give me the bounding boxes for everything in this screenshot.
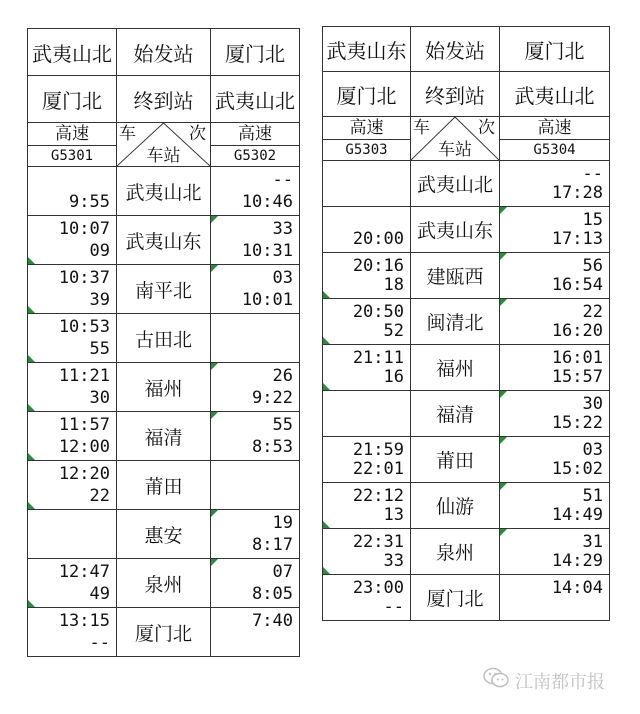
comment-marker-icon	[211, 265, 218, 272]
timetable-left	[27, 28, 300, 657]
comment-marker-icon	[323, 567, 330, 574]
time-cell-b	[211, 265, 300, 314]
comment-marker-icon	[211, 412, 218, 419]
station-name: 泉州	[117, 559, 211, 608]
diag-che: 车	[119, 124, 136, 144]
type-col1: 高速	[28, 123, 117, 146]
comment-marker-icon	[323, 337, 330, 344]
comment-marker-icon	[323, 291, 330, 298]
time-departure: 10:46	[241, 192, 293, 212]
time-cell-b	[500, 575, 610, 621]
station-name: 厦门北	[411, 575, 500, 621]
time-arrival: 20:50	[352, 302, 404, 322]
time-departure: 10:31	[241, 241, 293, 261]
station-name: 惠安	[117, 510, 211, 559]
timetable-right	[322, 26, 610, 621]
diagonal-header	[117, 123, 211, 167]
time-arrival: --	[272, 170, 293, 190]
time-departure: 17:28	[551, 183, 603, 203]
time-cell-a	[28, 510, 117, 559]
time-departure: 30	[89, 388, 110, 408]
comment-marker-icon	[28, 600, 35, 607]
destination-label: 终到站	[411, 72, 500, 117]
origin-col3: 厦门北	[211, 29, 300, 76]
station-name: 莆田	[117, 461, 211, 510]
time-departure: 14:49	[551, 505, 603, 525]
station-name: 武夷山东	[117, 216, 211, 265]
comment-marker-icon	[28, 355, 35, 362]
time-departure: 8:53	[252, 437, 293, 457]
destination-row	[28, 76, 300, 123]
destination-col1: 厦门北	[28, 76, 117, 123]
time-arrival: 07	[272, 562, 293, 582]
train-number-col1: G5303	[323, 140, 411, 161]
origin-label: 始发站	[117, 29, 211, 76]
comment-marker-icon	[323, 521, 330, 528]
time-departure: 10:01	[241, 290, 293, 310]
comment-marker-icon	[28, 306, 35, 313]
time-arrival: --	[582, 164, 603, 184]
time-arrival: 11:21	[58, 366, 110, 386]
time-departure: 15:57	[551, 367, 603, 387]
time-arrival	[28, 169, 110, 191]
time-departure: 14:29	[551, 551, 603, 571]
origin-row	[28, 29, 300, 76]
station-name: 武夷山北	[117, 167, 211, 216]
time-cell-b	[500, 253, 610, 299]
stop-row	[323, 437, 610, 483]
time-departure: 33	[383, 551, 404, 571]
origin-col1: 武夷山东	[323, 27, 411, 72]
station-name: 南平北	[117, 265, 211, 314]
time-cell-b	[500, 483, 610, 529]
stop-row	[323, 483, 610, 529]
time-arrival: 13:15	[58, 611, 110, 631]
stop-row	[323, 575, 610, 621]
time-cell-a	[323, 253, 411, 299]
time-arrival: 23:00	[352, 578, 404, 598]
diag-ci: 次	[478, 118, 495, 138]
stop-row	[323, 299, 610, 345]
train-number-col3: G5304	[500, 140, 610, 161]
time-cell-b	[500, 161, 610, 207]
comment-marker-icon	[500, 391, 507, 398]
origin-label: 始发站	[411, 27, 500, 72]
comment-marker-icon	[28, 502, 35, 509]
time-cell-b	[500, 299, 610, 345]
time-cell-b	[211, 608, 300, 657]
station-name: 福州	[117, 363, 211, 412]
time-departure: --	[89, 633, 110, 653]
stop-row	[28, 265, 300, 314]
station-name: 福清	[411, 391, 500, 437]
wechat-icon	[483, 667, 509, 694]
time-cell-a	[28, 559, 117, 608]
time-cell-a	[28, 363, 117, 412]
origin-row	[323, 27, 610, 72]
time-arrival: 33	[272, 219, 293, 239]
comment-marker-icon	[28, 453, 35, 460]
type-row	[323, 117, 610, 140]
time-cell-b	[500, 437, 610, 483]
time-cell-b	[211, 510, 300, 559]
time-departure	[211, 632, 293, 654]
time-cell-b	[211, 461, 300, 510]
time-arrival: 20:16	[352, 256, 404, 276]
time-arrival: 12:20	[58, 464, 110, 484]
station-name: 福州	[411, 345, 500, 391]
time-cell-b	[500, 207, 610, 253]
time-departure: 12:00	[58, 437, 110, 457]
time-departure: 15:02	[551, 459, 603, 479]
time-arrival: 10:37	[58, 268, 110, 288]
left-stops	[28, 167, 300, 657]
diag-station: 车站	[146, 146, 181, 166]
time-departure: 16:54	[551, 275, 603, 295]
time-departure: 52	[383, 321, 404, 341]
time-departure	[500, 596, 603, 618]
time-departure	[323, 412, 404, 434]
time-arrival: 51	[582, 486, 603, 506]
comment-marker-icon	[211, 559, 218, 566]
time-departure: 9:22	[252, 388, 293, 408]
time-cell-a	[28, 461, 117, 510]
time-arrival: 16:01	[551, 348, 603, 368]
type-col3: 高速	[211, 123, 300, 146]
time-arrival: 22	[582, 302, 603, 322]
comment-marker-icon	[211, 216, 218, 223]
time-cell-b	[211, 412, 300, 461]
watermark-text: 江南都市报	[515, 671, 605, 693]
time-cell-a	[28, 216, 117, 265]
destination-col3: 武夷山北	[211, 76, 300, 123]
time-departure	[323, 182, 404, 204]
time-departure: 13	[383, 505, 404, 525]
stop-row	[323, 391, 610, 437]
stop-row	[28, 510, 300, 559]
type-row	[28, 123, 300, 146]
time-cell-b	[500, 345, 610, 391]
time-arrival: 55	[272, 415, 293, 435]
stop-row	[28, 412, 300, 461]
station-name: 福清	[117, 412, 211, 461]
time-arrival: 19	[272, 513, 293, 533]
time-departure: 39	[89, 290, 110, 310]
stop-row	[28, 314, 300, 363]
time-cell-b	[500, 529, 610, 575]
time-arrival	[211, 316, 293, 338]
comment-marker-icon	[28, 404, 35, 411]
time-departure: 15:22	[551, 413, 603, 433]
time-cell-a	[28, 608, 117, 657]
time-cell-a	[323, 575, 411, 621]
time-departure	[28, 534, 110, 556]
train-number-col1: G5301	[28, 146, 117, 167]
time-arrival	[28, 512, 110, 534]
stop-row	[323, 253, 610, 299]
stop-row	[28, 559, 300, 608]
time-arrival: 14:04	[551, 578, 603, 598]
time-cell-a	[323, 345, 411, 391]
time-cell-b	[211, 167, 300, 216]
time-arrival: 31	[582, 532, 603, 552]
time-arrival: 11:57	[58, 415, 110, 435]
stop-row	[28, 363, 300, 412]
stop-row	[323, 345, 610, 391]
time-arrival: 22:12	[352, 486, 404, 506]
station-name: 莆田	[411, 437, 500, 483]
time-cell-a	[28, 412, 117, 461]
comment-marker-icon	[500, 299, 507, 306]
stop-row	[28, 608, 300, 657]
stop-row	[323, 161, 610, 207]
time-departure: 9:55	[69, 192, 110, 212]
diagonal-header	[411, 117, 500, 161]
time-cell-a	[28, 265, 117, 314]
stop-row	[28, 216, 300, 265]
time-departure: 18	[383, 275, 404, 295]
type-col3: 高速	[500, 117, 610, 140]
right-stops	[323, 161, 610, 621]
stop-row	[28, 167, 300, 216]
time-arrival: 21:59	[352, 440, 404, 460]
diag-station: 车站	[438, 140, 472, 160]
time-cell-a	[323, 161, 411, 207]
time-arrival: 03	[272, 268, 293, 288]
time-departure: 16:20	[551, 321, 603, 341]
station-name: 建瓯西	[411, 253, 500, 299]
diag-che: 车	[413, 118, 430, 138]
station-name: 仙游	[411, 483, 500, 529]
comment-marker-icon	[500, 529, 507, 536]
time-cell-a	[323, 437, 411, 483]
time-arrival: 22:31	[352, 532, 404, 552]
time-cell-a	[323, 483, 411, 529]
time-arrival: 15	[582, 210, 603, 230]
station-name: 武夷山东	[411, 207, 500, 253]
station-name: 古田北	[117, 314, 211, 363]
time-arrival: 12:47	[58, 562, 110, 582]
destination-col3: 武夷山北	[500, 72, 610, 117]
stop-row	[28, 461, 300, 510]
time-cell-a	[323, 299, 411, 345]
destination-label: 终到站	[117, 76, 211, 123]
time-departure	[211, 338, 293, 360]
stop-row	[323, 529, 610, 575]
time-cell-a	[28, 167, 117, 216]
station-name: 泉州	[411, 529, 500, 575]
time-departure: 20:00	[352, 229, 404, 249]
time-departure	[211, 485, 293, 507]
time-cell-b	[211, 314, 300, 363]
comment-marker-icon	[323, 383, 330, 390]
comment-marker-icon	[500, 437, 507, 444]
comment-marker-icon	[28, 257, 35, 264]
time-cell-a	[323, 391, 411, 437]
time-cell-b	[211, 363, 300, 412]
time-departure: 8:05	[252, 584, 293, 604]
comment-marker-icon	[211, 363, 218, 370]
time-cell-b	[500, 391, 610, 437]
time-departure: 8:17	[252, 535, 293, 555]
time-arrival: 56	[582, 256, 603, 276]
station-name: 厦门北	[117, 608, 211, 657]
comment-marker-icon	[500, 253, 507, 260]
stop-row	[323, 207, 610, 253]
time-departure: 17:13	[551, 229, 603, 249]
time-arrival: 26	[272, 366, 293, 386]
time-departure: 22:01	[352, 459, 404, 479]
time-cell-a	[28, 314, 117, 363]
time-arrival: 10:53	[58, 317, 110, 337]
time-departure: 22	[89, 486, 110, 506]
destination-col1: 厦门北	[323, 72, 411, 117]
station-name: 闽清北	[411, 299, 500, 345]
time-departure: 09	[89, 241, 110, 261]
watermark	[483, 667, 605, 694]
time-cell-a	[323, 207, 411, 253]
comment-marker-icon	[500, 483, 507, 490]
type-col1: 高速	[323, 117, 411, 140]
time-arrival: 21:11	[352, 348, 404, 368]
train-number-col3: G5302	[211, 146, 300, 167]
comment-marker-icon	[211, 510, 218, 517]
destination-row	[323, 72, 610, 117]
time-arrival: 30	[582, 394, 603, 414]
time-departure: 49	[89, 584, 110, 604]
time-cell-b	[211, 216, 300, 265]
time-arrival: 03	[582, 440, 603, 460]
station-name: 武夷山北	[411, 161, 500, 207]
comment-marker-icon	[500, 207, 507, 214]
time-departure: 55	[89, 339, 110, 359]
time-cell-a	[323, 529, 411, 575]
diag-ci: 次	[189, 124, 206, 144]
time-arrival: 7:40	[252, 611, 293, 631]
origin-col1: 武夷山北	[28, 29, 117, 76]
time-departure: --	[383, 597, 404, 617]
time-arrival	[211, 463, 293, 485]
origin-col3: 厦门北	[500, 27, 610, 72]
time-cell-b	[211, 559, 300, 608]
time-arrival: 10:07	[58, 219, 110, 239]
time-departure: 16	[383, 367, 404, 387]
